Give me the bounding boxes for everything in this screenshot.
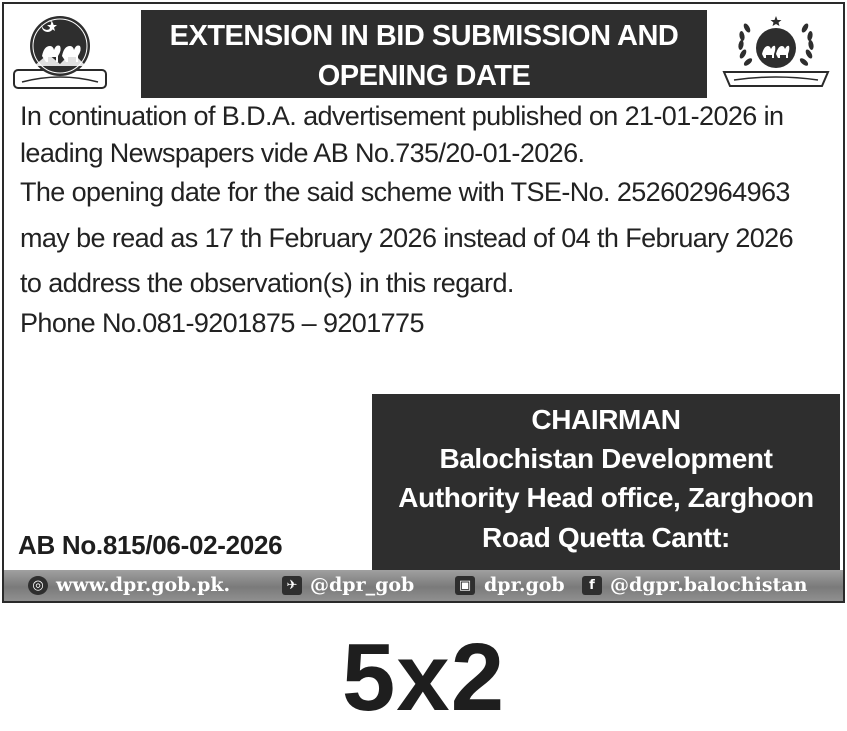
notice-title-line-1: EXTENSION IN BID SUBMISSION AND — [169, 20, 679, 52]
signatory-line-4: Road Quetta Cantt: — [482, 522, 730, 553]
globe-icon: ◎ — [28, 576, 48, 595]
footer-bar — [4, 570, 843, 601]
twitter-icon: ✈ — [282, 576, 302, 595]
signatory-line-3: Authority Head office, Zarghoon — [398, 482, 814, 513]
balochistan-government-emblem — [12, 10, 108, 94]
footer-instagram[interactable]: dpr.gob — [484, 574, 565, 596]
body-line-1: In continuation of B.D.A. advertisement published on 21-01-2026 in — [20, 101, 784, 131]
wreath-seal-emblem — [718, 10, 834, 94]
body-line-5: to address the observation(s) in this regard. — [20, 268, 514, 298]
body-line-2: leading Newspapers vide AB No.735/20-01-2026. — [20, 138, 585, 168]
signatory-line-1: CHAIRMAN — [531, 404, 681, 435]
footer-website[interactable]: www.dpr.gob.pk. — [56, 574, 231, 596]
ad-size-label: 5x2 — [341, 624, 506, 731]
ab-number: AB No.815/06-02-2026 — [18, 530, 283, 560]
footer-twitter[interactable]: @dpr_gob — [310, 574, 415, 596]
body-line-6: Phone No.081-9201875 – 9201775 — [20, 308, 424, 338]
instagram-icon: ▣ — [455, 576, 475, 595]
signatory-line-2: Balochistan Development — [439, 443, 773, 474]
body-line-3: The opening date for the said scheme with TSE-No. 252602964963 — [20, 177, 790, 207]
notice-title-line-2: OPENING DATE — [317, 60, 531, 92]
signatory-box — [372, 394, 840, 572]
facebook-icon: f — [582, 576, 602, 595]
notice-title-box — [141, 10, 707, 98]
footer-facebook[interactable]: @dgpr.balochistan — [610, 574, 808, 596]
body-line-4: may be read as 17 th February 2026 instead of 04 th February 2026 — [20, 223, 794, 253]
